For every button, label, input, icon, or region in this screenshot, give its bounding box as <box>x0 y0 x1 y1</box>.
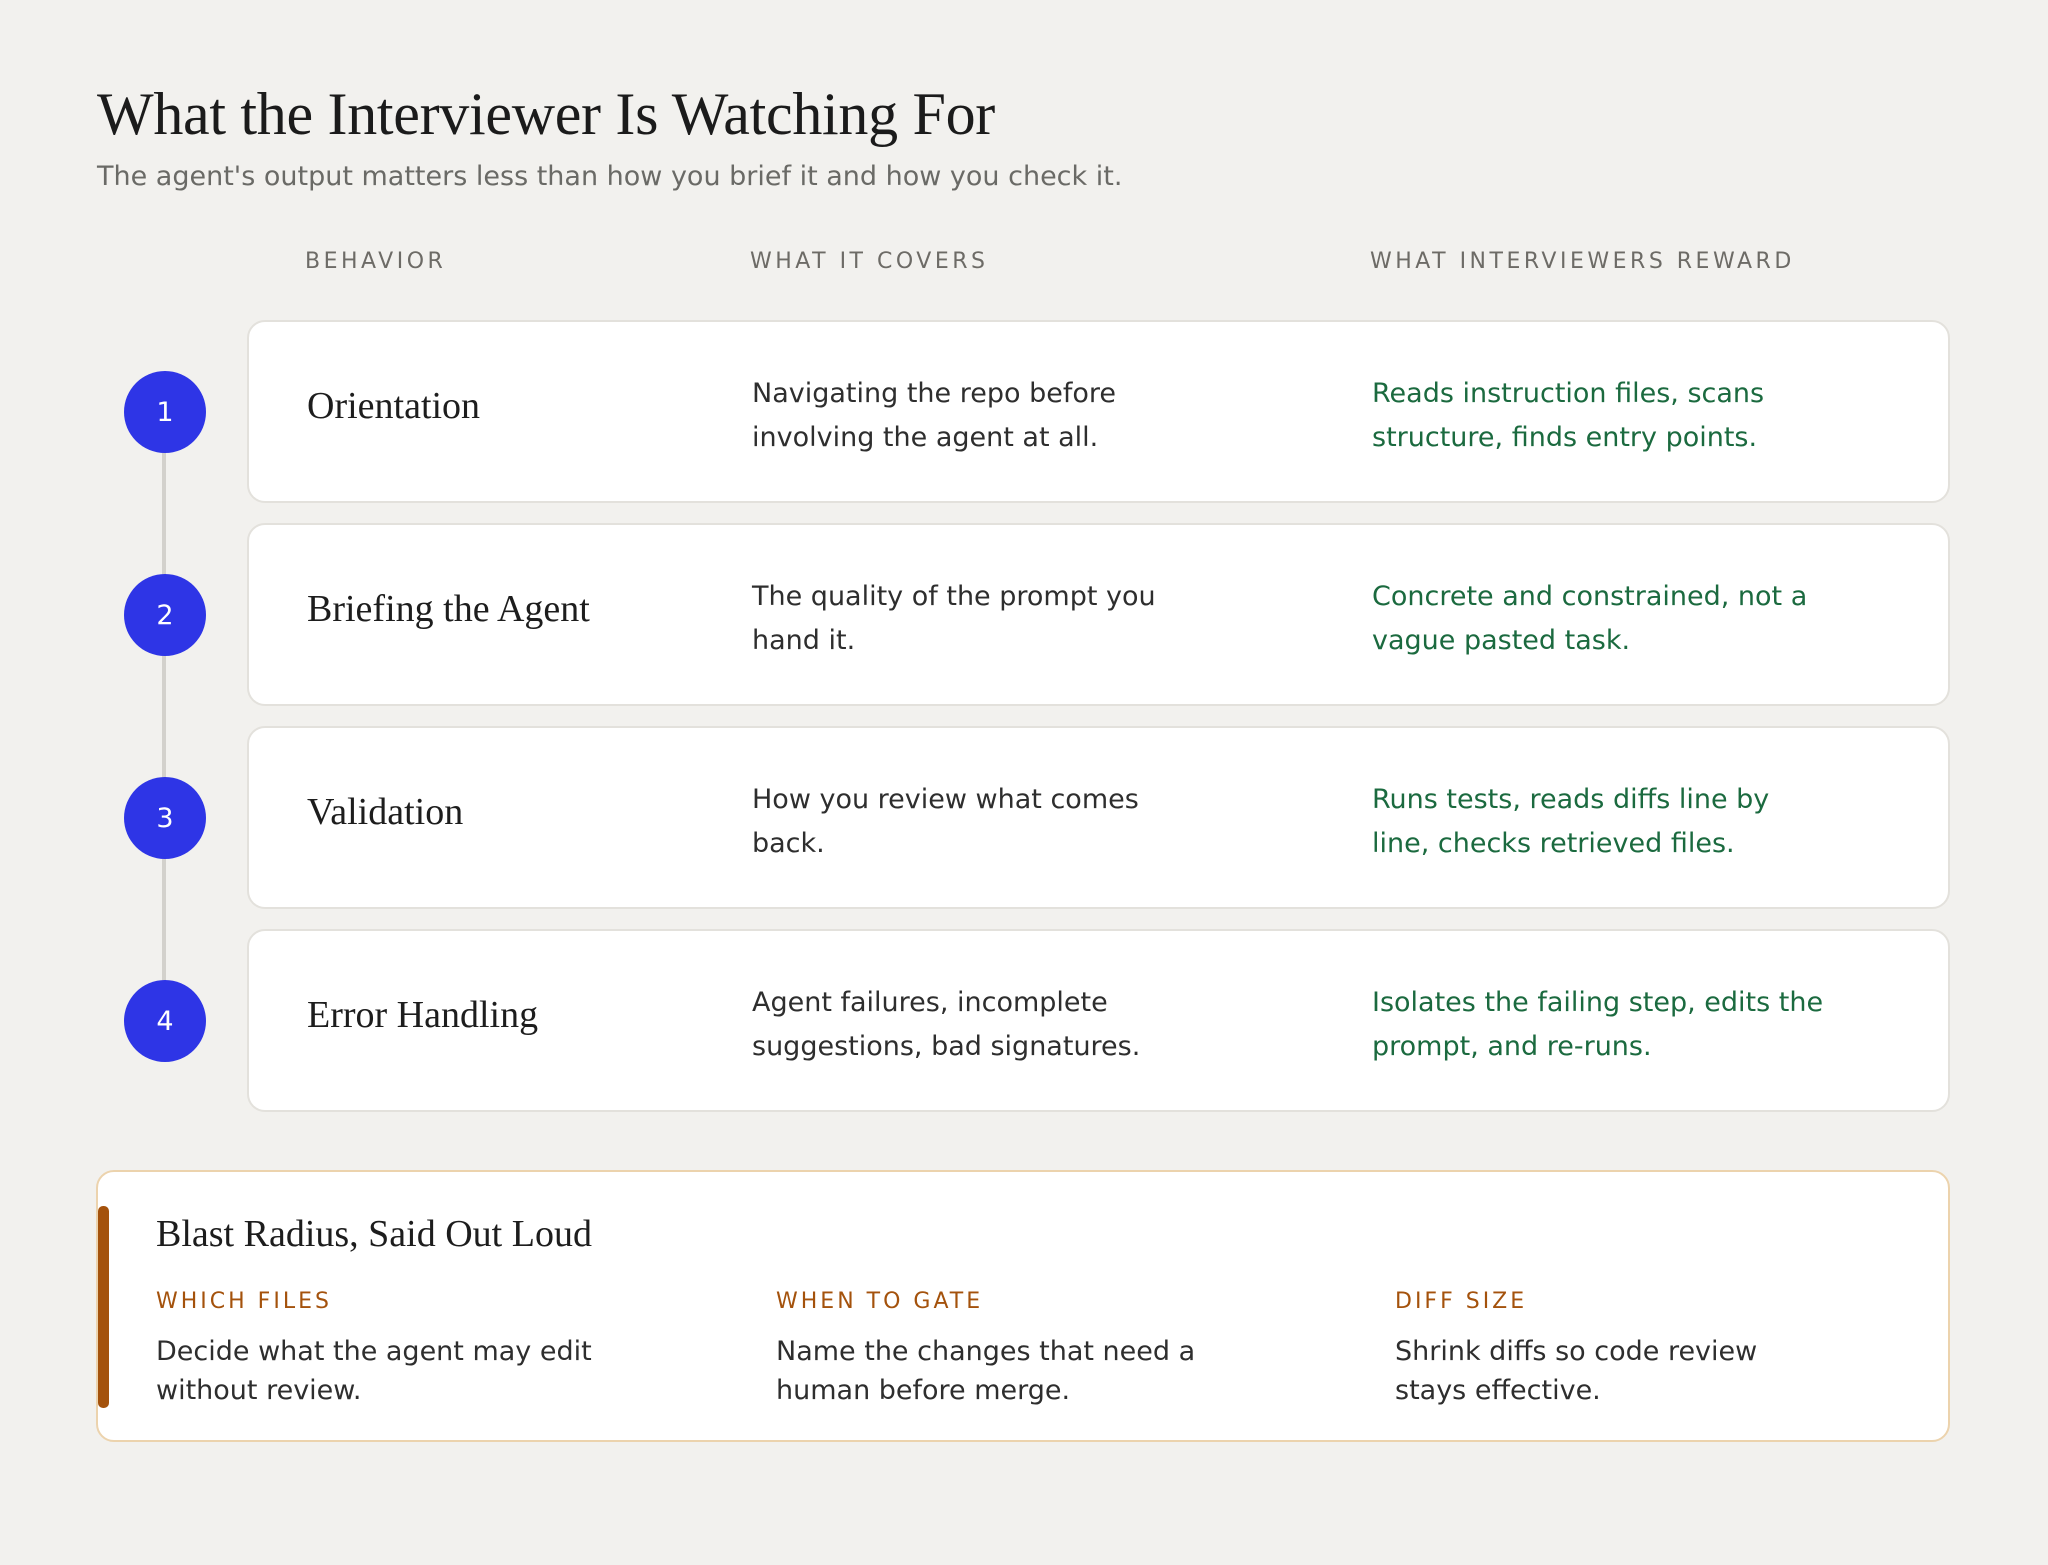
callout-item-label: WHICH FILES <box>156 1289 332 1314</box>
callout-item-text: Shrink diffs so code review stays effective. <box>1395 1336 1758 1406</box>
behavior-row <box>247 523 1950 706</box>
behavior-covers: The quality of the prompt you hand it. <box>752 581 1156 656</box>
step-number-badge: 2 <box>124 574 206 656</box>
step-number-badge: 1 <box>124 371 206 453</box>
page-subtitle: The agent's output matters less than how you brief it and how you check it. <box>97 161 1123 192</box>
behavior-reward: Runs tests, reads diffs line by line, checks retrieved files. <box>1372 784 1770 859</box>
callout-item-which-files <box>156 1288 596 1410</box>
step-number-badge: 4 <box>124 980 206 1062</box>
behavior-reward: Reads instruction files, scans structure, finds entry points. <box>1372 378 1765 453</box>
behavior-covers: Navigating the repo before involving the agent at all. <box>752 378 1116 453</box>
blast-radius-callout <box>96 1170 1950 1442</box>
behavior-name: Validation <box>307 791 464 833</box>
callout-item-text: Decide what the agent may edit without review. <box>156 1336 592 1406</box>
behavior-row <box>247 726 1950 909</box>
column-header-behavior: BEHAVIOR <box>305 249 447 274</box>
step-number-badge: 3 <box>124 777 206 859</box>
behavior-row <box>247 929 1950 1112</box>
column-header-reward: WHAT INTERVIEWERS REWARD <box>1370 249 1795 274</box>
behavior-row <box>247 320 1950 503</box>
behavior-reward: Concrete and constrained, not a vague pasted task. <box>1372 581 1808 656</box>
callout-item-label: DIFF SIZE <box>1395 1289 1528 1314</box>
behavior-reward: Isolates the failing step, edits the prompt, and re-runs. <box>1372 987 1824 1062</box>
timeline-connector <box>162 412 166 1022</box>
callout-item-when-to-gate <box>776 1288 1216 1410</box>
callout-accent-bar <box>98 1206 109 1408</box>
behavior-covers: How you review what comes back. <box>752 784 1139 859</box>
behavior-name: Error Handling <box>307 994 539 1036</box>
behavior-name: Briefing the Agent <box>307 588 590 630</box>
callout-title: Blast Radius, Said Out Loud <box>156 1213 592 1255</box>
behavior-name: Orientation <box>307 385 481 427</box>
callout-item-text: Name the changes that need a human before merge. <box>776 1336 1196 1406</box>
behavior-covers: Agent failures, incomplete suggestions, bad signatures. <box>752 987 1141 1062</box>
column-header-covers: WHAT IT COVERS <box>750 249 989 274</box>
page-title: What the Interviewer Is Watching For <box>97 81 995 147</box>
callout-item-diff-size <box>1395 1288 1835 1410</box>
callout-item-label: WHEN TO GATE <box>776 1289 984 1314</box>
